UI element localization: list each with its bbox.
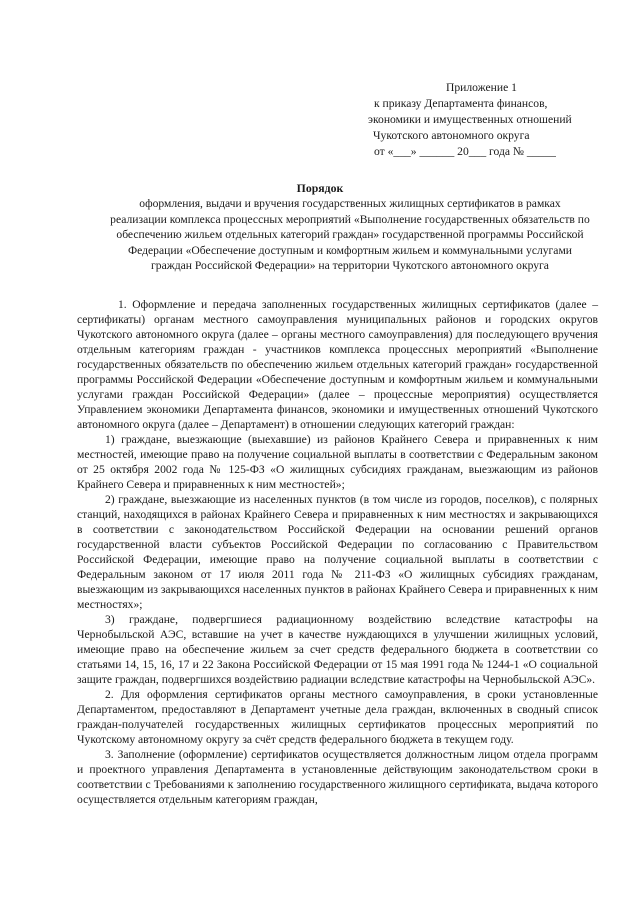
paragraph-3: 3. Заполнение (оформление) сертификатов осуществляется должностным лицом отдела программ и проектного управления Департамента в установленные действующим законодательством сроки в соответствии с Требованиями к заполнению государственного жилищного сертификата, выдача которого осуществляется отдельным категориям граждан,	[77, 748, 598, 806]
appendix-department: экономики и имущественных отношений	[368, 113, 572, 126]
document-title: Порядок	[296, 181, 344, 195]
paragraph-2: 2. Для оформления сертификатов органы местного самоуправления, в сроки установленные Департаментом, предоставляют в Департамент учетные дела граждан, включенных в сводный список граждан-получателей государственных жилищных сертификатов процессных мероприятий по Чукотскому автономному округу за счёт средств федерального бюджета в текущем году.	[77, 688, 598, 746]
paragraph-1-item-3: 3) граждане, подвергшиеся радиационному воздействию вследствие катастрофы на Чернобыльской АЭС, вставшие на учет в качестве нуждающихся в улучшении жилищных условий, имеющие право на обеспечение жильем за счет средств федерального бюджета в соответствии со статьями 14, 15, 16, 17 и 22 Закона Российской Федерации от 15 мая 1991 года № 1244-1 «О социальной защите граждан, подвергшихся воздействию радиации вследствие катастрофы на Чернобыльской АЭС».	[77, 613, 598, 686]
document-subtitle: оформления, выдачи и вручения государственных жилищных сертификатов в рамках реализации комплекса процессных мероприятий «Выполнение государственных обязательств по обеспечению жильем отдельных категорий граждан» государственной программы Российской Федерации «Обеспечение доступным и комфортным жильем и коммунальными услугами граждан Российской Федерации» на территории Чукотского автономного округа	[110, 197, 590, 272]
document-body	[77, 297, 598, 807]
appendix-region: Чукотского автономного округа	[373, 129, 530, 142]
appendix-order-ref: к приказу Департамента финансов,	[374, 97, 548, 110]
appendix-header	[368, 80, 618, 160]
paragraph-1: 1. Оформление и передача заполненных государственных жилищных сертификатов (далее – сертификаты) органам местного самоуправления муниципальных районов и городских округов Чукотского автономного округа (далее – органы местного самоуправления) для последующего вручения отдельным категориям граждан - участников комплекса процессных мероприятий «Выполнение государственных обязательств по обеспечению жильем отдельных категорий граждан» государственной программы Российской Федерации «Обеспечение доступным и комфортным жильем и коммунальными услугами граждан Российской Федерации» (далее – процессные мероприятия) осуществляется Управлением экономики Департамента финансов, экономики и имущественных отношений Чукотского автономного округа (далее – Департамент) в отношении следующих категорий граждан:	[77, 298, 598, 431]
appendix-date-number: от «___» ______ 20___ года № _____	[374, 145, 556, 158]
paragraph-1-item-1: 1) граждане, выезжающие (выехавшие) из районов Крайнего Севера и приравненных к ним местностей, имеющие право на получение социальной выплаты в соответствии с Федеральным законом от 25 октября 2002 года № 125-ФЗ «О жилищных субсидиях гражданам, выезжающим из районов Крайнего Севера и приравненных к ним местностей»;	[77, 433, 598, 491]
paragraph-1-item-2: 2) граждане, выезжающие из населенных пунктов (в том числе из городов, поселков), с полярных станций, находящихся в районах Крайнего Севера и приравненных к ним местностях и закрывающихся в соответствии с законодательством Российской Федерации на основании решений органов государственной власти субъектов Российской Федерации по согласованию с Правительством Российской Федерации, имеющие право на получение социальной выплаты в соответствии с Федеральным законом от 17 июля 2011 года № 211-ФЗ «О жилищных субсидиях гражданам, выезжающим из закрывающихся населенных пунктов в районах Крайнего Севера и приравненных к ним местностях»;	[77, 493, 598, 611]
appendix-number: Приложение 1	[446, 81, 517, 94]
